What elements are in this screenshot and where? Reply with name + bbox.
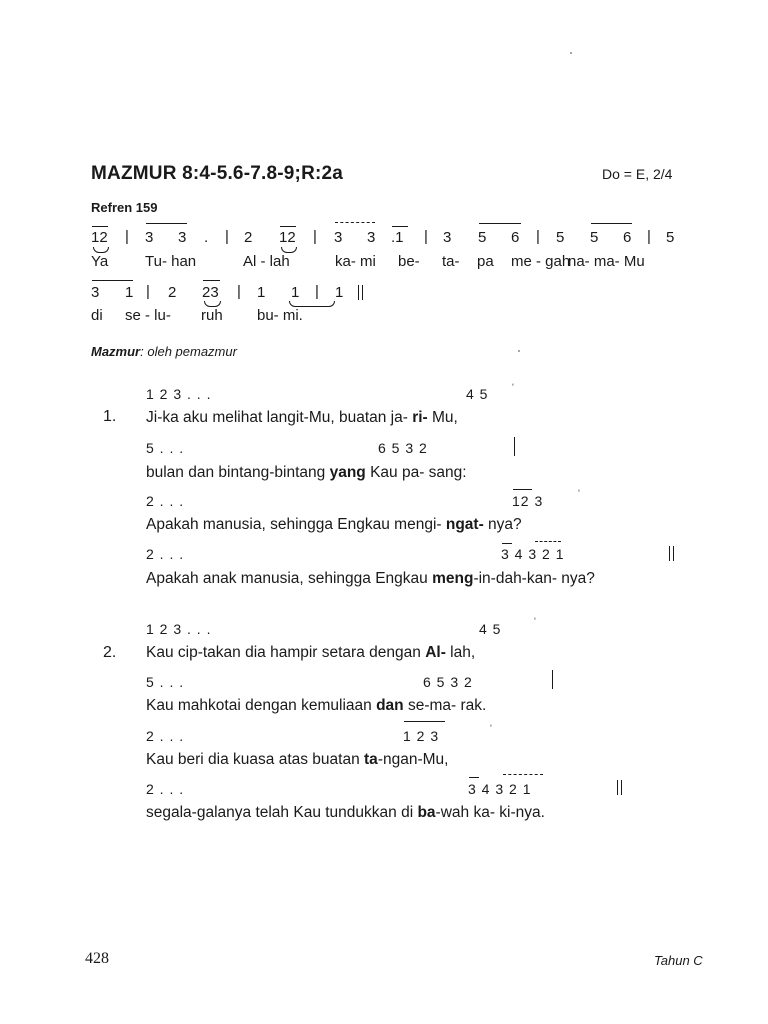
verse-notes-right: 6 5 3 2 (378, 440, 428, 456)
lyric: ta- (442, 253, 460, 270)
breath-mark: ‘ (534, 616, 536, 626)
mazmur-label-bold: Mazmur (91, 344, 141, 359)
note: 1 (125, 284, 134, 301)
barline: | (313, 228, 317, 245)
liturgical-year: Tahun C (654, 953, 703, 968)
note: 5 (590, 229, 599, 246)
text-plain: segala-galanya telah Kau tundukkan di (146, 804, 418, 821)
beam (591, 223, 632, 224)
beam (502, 543, 512, 544)
lyric: bu- mi. (257, 307, 303, 324)
beam (146, 223, 187, 224)
lyric: Tu- han (145, 253, 197, 270)
text-accent: ri- (412, 409, 428, 426)
text-plain: Kau cip-takan dia hampir setara dengan (146, 644, 426, 661)
verse-notes-right: 4 5 (479, 621, 502, 637)
text-plain: Apakah anak manusia, sehingga Engkau (146, 570, 433, 587)
text-plain: -wah ka- ki-nya. (435, 804, 545, 821)
text-accent: ba (417, 804, 436, 821)
verse-notes-left: 2 . . . (146, 781, 185, 797)
beam (92, 280, 133, 281)
verse-text-line (146, 697, 486, 715)
note: 1 (257, 284, 266, 301)
key-signature: Do = E, 2/4 (602, 166, 673, 182)
note: 3 (334, 229, 343, 246)
note: .1 (391, 229, 404, 246)
note: 3 (178, 229, 187, 246)
text-plain: Kau beri dia kuasa atas buatan (146, 751, 365, 768)
barline: | (315, 283, 319, 300)
text-accent: ngat- (445, 516, 484, 533)
note: 2 (168, 284, 177, 301)
verse-text-line (146, 751, 448, 769)
beam (513, 489, 532, 490)
text-plain: Ji-ka aku melihat langit-Mu, buatan ja- (146, 409, 413, 426)
lyric: pa (477, 253, 494, 270)
beam (280, 226, 296, 227)
scan-speck (518, 350, 520, 352)
beam (203, 280, 220, 281)
text-plain: Kau pa- sang: (365, 464, 467, 481)
refren-label: Refren 159 (91, 200, 158, 215)
beam (469, 777, 479, 778)
breath-mark: ‘ (490, 723, 492, 733)
lyric: Al - lah (243, 253, 290, 270)
beam (479, 223, 521, 224)
beam (335, 222, 375, 223)
bar-line (552, 670, 553, 689)
note: 5 (556, 229, 565, 246)
barline: | (237, 283, 241, 300)
barline: | (536, 228, 540, 245)
verse-notes-right: 3 4 3 2 1 (468, 781, 532, 797)
note: 3 (91, 284, 100, 301)
note: 1 (291, 284, 300, 301)
verse-notes-right: 4 5 (466, 386, 489, 402)
verse-text-line (146, 464, 467, 482)
breath-mark: ‘ (512, 382, 514, 392)
text-accent: ta (364, 751, 378, 768)
barline: | (424, 228, 428, 245)
page-number: 428 (85, 950, 109, 967)
lyric: se - lu- (125, 307, 171, 324)
note: 2 (244, 229, 253, 246)
text-plain: Mu, (427, 409, 458, 426)
barline: | (225, 228, 229, 245)
verse-number: 1. (103, 408, 117, 425)
verse-notes-right: 6 5 3 2 (423, 674, 473, 690)
verse-notes-left: 5 . . . (146, 440, 185, 456)
verse-notes-left: 1 2 3 . . . (146, 386, 212, 402)
note: 1 (335, 284, 344, 301)
text-accent: dan (376, 697, 404, 714)
beam (92, 226, 108, 227)
lyric: ruh (201, 307, 223, 324)
scan-speck (570, 52, 572, 54)
breath-mark: ‘ (578, 488, 580, 498)
verse-text-line (146, 409, 458, 427)
text-plain: Apakah manusia, sehingga Engkau mengi- (146, 516, 446, 533)
mazmur-label (91, 344, 237, 359)
text-accent: Al- (425, 644, 446, 661)
text-plain: -in-dah-kan- nya? (473, 570, 595, 587)
lyric: na- ma- Mu (568, 253, 645, 270)
verse-notes-left: 5 . . . (146, 674, 185, 690)
text-plain: se-ma- rak. (403, 697, 487, 714)
text-plain: bulan dan bintang-bintang (146, 464, 330, 481)
text-plain: lah, (445, 644, 476, 661)
final-barline (358, 285, 363, 300)
barline: | (146, 283, 150, 300)
beam (404, 721, 445, 722)
note: 12 (91, 229, 108, 246)
verse-notes-right: 3 4 3 2 1 (501, 546, 565, 562)
note: 6 (511, 229, 520, 246)
text-accent: meng (432, 570, 474, 587)
verse-notes-left: 1 2 3 . . . (146, 621, 212, 637)
note: 3 (443, 229, 452, 246)
verse-notes-left: 2 . . . (146, 493, 185, 509)
note: 6 (623, 229, 632, 246)
bar-line (514, 437, 515, 456)
verse-notes-left: 2 . . . (146, 546, 185, 562)
verse-number: 2. (103, 644, 117, 661)
beam (535, 541, 561, 542)
text-plain: nya? (483, 516, 522, 533)
final-barline (617, 780, 622, 795)
barline: | (647, 228, 651, 245)
beam (503, 774, 543, 775)
lyric: ka- mi (335, 253, 376, 270)
beam (392, 226, 408, 227)
lyric: me - gah (511, 253, 571, 270)
text-plain: Kau mahkotai dengan kemuliaan (146, 697, 377, 714)
lyric: Ya (91, 253, 109, 270)
note: 12 (279, 229, 296, 246)
verse-text-line (146, 804, 545, 822)
final-barline (669, 546, 674, 561)
verse-text-line (146, 570, 595, 588)
note: . (204, 229, 209, 246)
mazmur-label-rest: : oleh pemazmur (140, 344, 237, 359)
psalm-title: MAZMUR 8:4-5.6-7.8-9;R:2a (91, 163, 344, 184)
verse-notes-right: 1 2 3 (403, 728, 440, 744)
lyric: be- (398, 253, 420, 270)
text-accent: yang (329, 464, 366, 481)
verse-text-line (146, 516, 522, 534)
note: 5 (666, 229, 675, 246)
barline: | (125, 228, 129, 245)
verse-text-line (146, 644, 475, 662)
verse-notes-left: 2 . . . (146, 728, 185, 744)
note: 3 (145, 229, 154, 246)
note: 5 (478, 229, 487, 246)
text-plain: -ngan-Mu, (377, 751, 449, 768)
note: 3 (367, 229, 376, 246)
verse-notes-right: 12 3 (512, 493, 544, 509)
lyric: di (91, 307, 103, 324)
note: 23 (202, 284, 219, 301)
